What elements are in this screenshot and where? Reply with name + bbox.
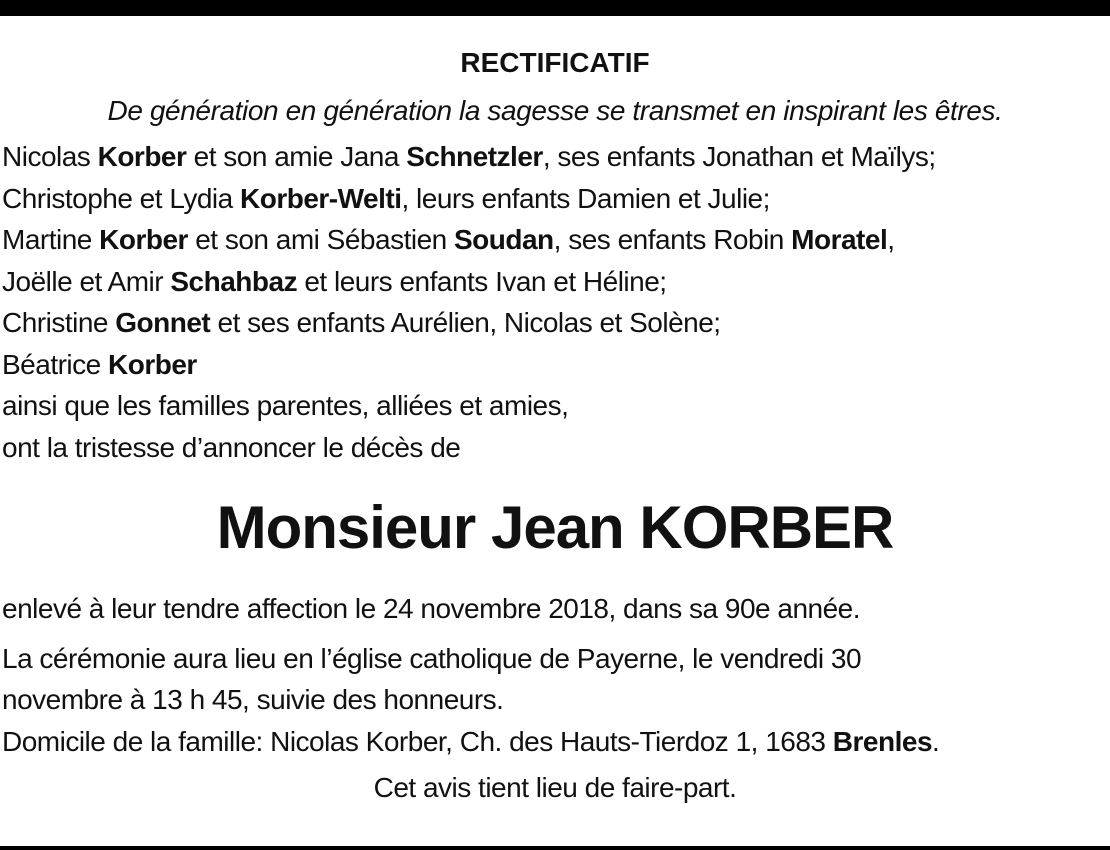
ceremony-line-2: novembre à 13 h 45, suivie des honneurs. (2, 684, 504, 715)
text: . (932, 725, 940, 757)
domicile-line (2, 721, 1108, 763)
text: Joëlle et Amir (2, 265, 171, 297)
surname: Schnetzler (406, 141, 543, 172)
text: Nicolas (2, 141, 98, 172)
text: , ses enfants Robin (553, 224, 792, 255)
surname: Schahbaz (170, 265, 298, 297)
text: Christine (2, 307, 116, 338)
text: , ses enfants Jonathan et Maïlys; (542, 141, 936, 172)
place-name: Brenles (832, 725, 933, 757)
passing-text (2, 588, 1108, 630)
notice-heading: RECTIFICATIF (460, 47, 650, 78)
deceased-name: Monsieur Jean KORBER (216, 494, 894, 561)
family-line-4 (2, 261, 1108, 303)
surname: Korber-Welti (240, 182, 402, 214)
text: et ses enfants Aurélien, Nicolas et Solène; (210, 307, 721, 338)
surname: Korber (108, 348, 197, 380)
family-line-3 (2, 219, 1108, 261)
family-line-8: ont la tristesse d’annoncer le décès de (2, 431, 461, 463)
family-list (2, 136, 1108, 468)
surname: Korber (99, 224, 188, 255)
text: Domicile de la famille: Nicolas Korber, Ch. des Hauts-Tierdoz 1, 1683 (2, 725, 833, 757)
closing-text: Cet avis tient lieu de faire-part. (373, 772, 737, 803)
ceremony-line-1: La cérémonie aura lieu en l’église catholique de Payerne, le vendredi 30 (2, 642, 862, 674)
motto: De génération en génération la sagesse se transmet en inspirant les êtres. (107, 95, 1003, 126)
family-line-6 (2, 344, 1108, 386)
obituary-notice (2, 40, 1108, 810)
family-line-7: ainsi que les familles parentes, alliées et amies, (2, 390, 569, 421)
text: et son amie Jana (186, 141, 407, 172)
text: , (887, 224, 895, 255)
bottom-rule (0, 846, 1110, 850)
top-rule (0, 0, 1110, 16)
text: Christophe et Lydia (2, 182, 240, 214)
passing-line: enlevé à leur tendre affection le 24 novembre 2018, dans sa 90e année. (2, 593, 861, 624)
surname: Korber (97, 141, 187, 172)
text: Béatrice (2, 348, 108, 380)
family-line-2 (2, 178, 1108, 220)
ceremony-text (2, 638, 1108, 763)
family-line-1 (2, 136, 1108, 178)
surname: Moratel (791, 224, 888, 255)
text: et leurs enfants Ivan et Héline; (297, 265, 667, 297)
surname: Soudan (454, 224, 554, 255)
text: , leurs enfants Damien et Julie; (401, 182, 770, 214)
text: Martine (2, 224, 100, 255)
family-line-5 (2, 302, 1108, 344)
text: et son ami Sébastien (187, 224, 454, 255)
surname: Gonnet (115, 307, 211, 338)
